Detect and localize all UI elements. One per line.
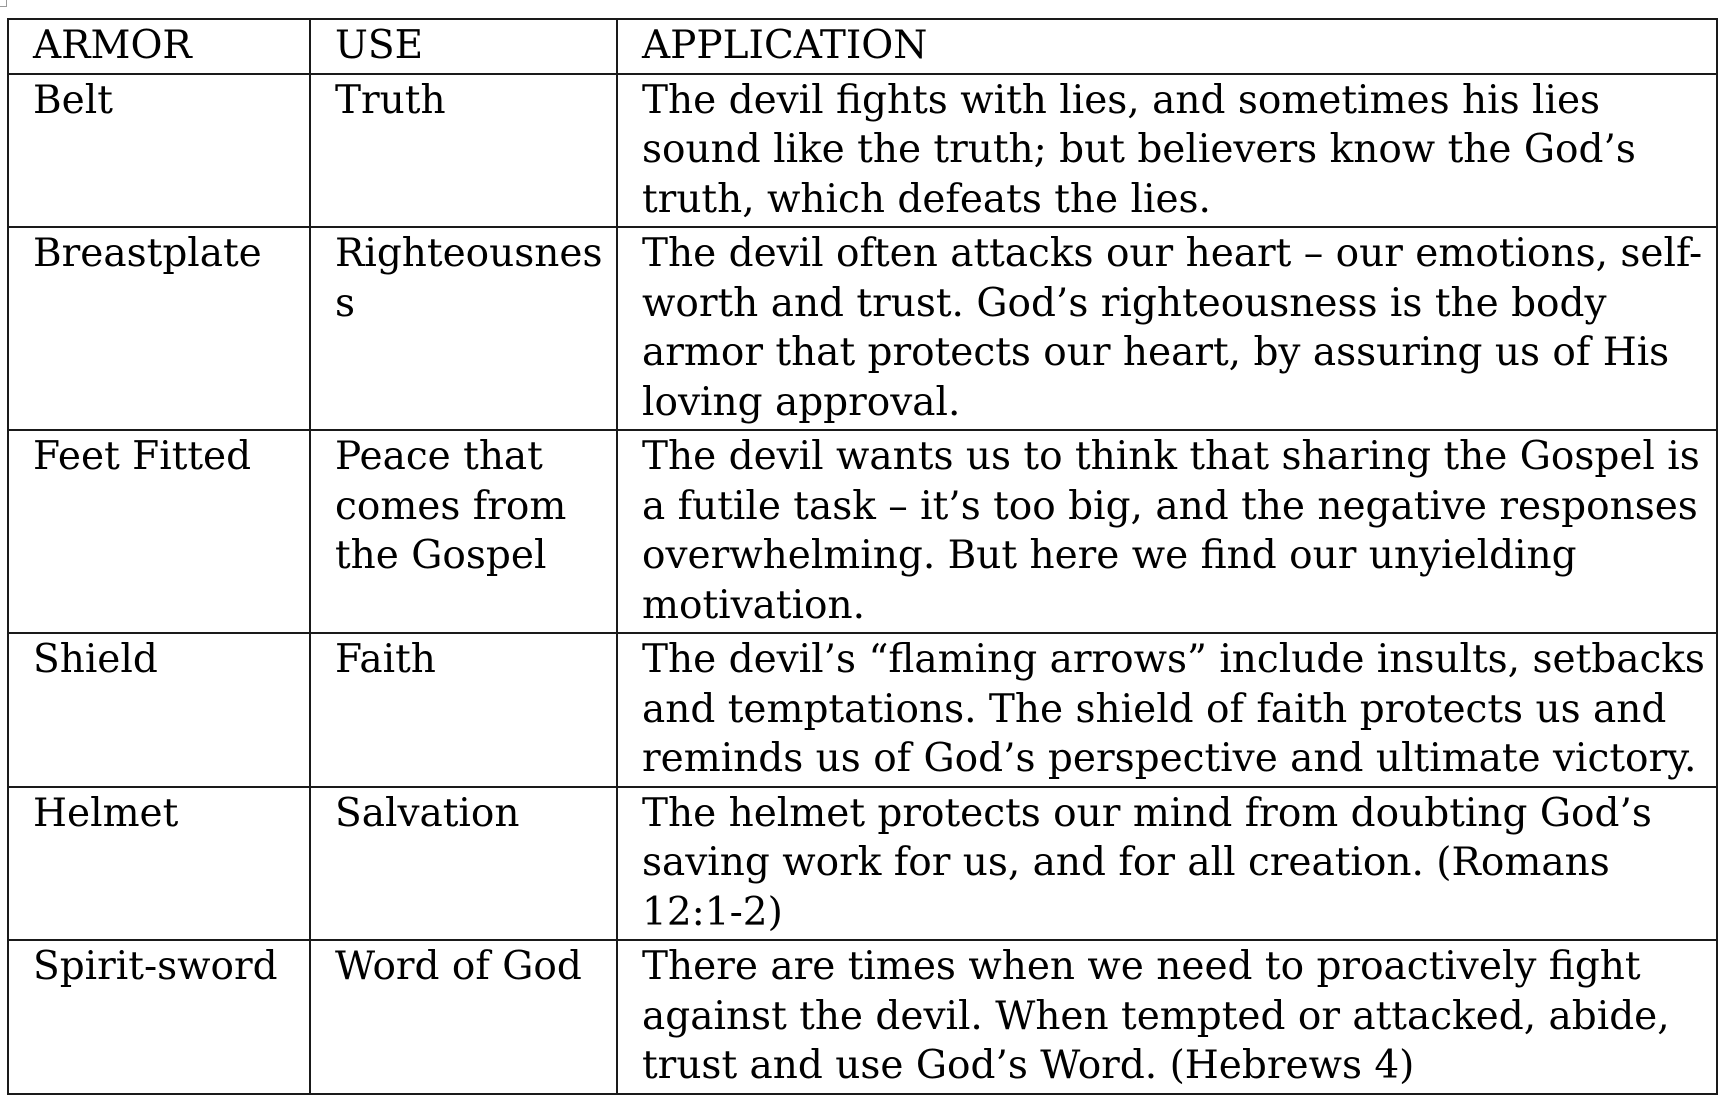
- table-row: [8, 940, 1717, 1094]
- table-row: [8, 227, 1717, 430]
- table-row: [8, 633, 1717, 787]
- table-row: [8, 74, 1717, 228]
- use-cell: Truth: [310, 74, 617, 228]
- table-move-handle[interactable]: [0, 0, 7, 7]
- armor-cell: Belt: [8, 74, 310, 228]
- armor-cell: Spirit-sword: [8, 940, 310, 1094]
- armor-cell: Shield: [8, 633, 310, 787]
- use-cell: Faith: [310, 633, 617, 787]
- application-cell: The devil often attacks our heart – our emotions, self-worth and trust. God’s righteousness is the body armor that protects our heart, by assuring us of His loving approval.: [617, 227, 1717, 430]
- armor-cell: Breastplate: [8, 227, 310, 430]
- application-cell: The devil’s “flaming arrows” include insults, setbacks and temptations. The shield of faith protects us and reminds us of God’s perspective and ultimate victory.: [617, 633, 1717, 787]
- application-cell: The devil wants us to think that sharing the Gospel is a futile task – it’s too big, and the negative responses overwhelming. But here we find our unyielding motivation.: [617, 430, 1717, 633]
- header-application: APPLICATION: [617, 19, 1717, 74]
- application-cell: The helmet protects our mind from doubting God’s saving work for us, and for all creation. (Romans 12:1-2): [617, 787, 1717, 941]
- header-armor: ARMOR: [8, 19, 310, 74]
- use-cell: Righteousness: [310, 227, 617, 430]
- header-use: USE: [310, 19, 617, 74]
- armor-cell: Feet Fitted: [8, 430, 310, 633]
- table-row: [8, 430, 1717, 633]
- application-cell: The devil fights with lies, and sometimes his lies sound like the truth; but believers know the God’s truth, which defeats the lies.: [617, 74, 1717, 228]
- table-row: [8, 787, 1717, 941]
- armor-table: [7, 18, 1718, 1095]
- use-cell: Word of God: [310, 940, 617, 1094]
- use-cell: Salvation: [310, 787, 617, 941]
- table-header-row: [8, 19, 1717, 74]
- use-cell: Peace that comes from the Gospel: [310, 430, 617, 633]
- armor-cell: Helmet: [8, 787, 310, 941]
- application-cell: There are times when we need to proactively fight against the devil. When tempted or attacked, abide, trust and use God’s Word. (Hebrews 4): [617, 940, 1717, 1094]
